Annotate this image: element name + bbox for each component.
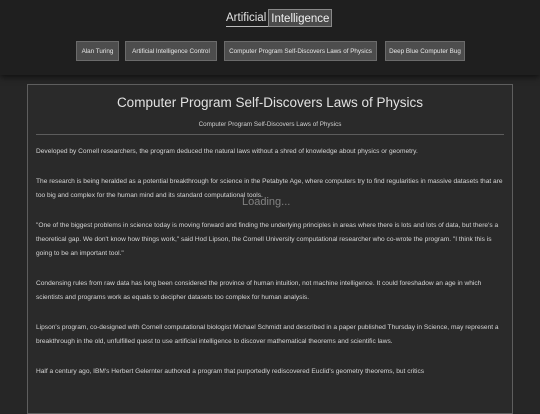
article-subtitle: Computer Program Self-Discovers Laws of Physics (198, 121, 342, 128)
site-logo[interactable] (226, 9, 332, 27)
article-paragraph: Developed by Cornell researchers, the program deduced the natural laws without a shred of knowledge about physics or geometry. (36, 148, 418, 155)
nav-item-self-discovers[interactable]: Computer Program Self-Discovers Laws of Physics (224, 41, 377, 61)
title-divider (36, 134, 504, 135)
article-paragraph: Lipson's program, co-designed with Cornell computational biologist Michael Schmidt and described in a paper published Thursday in Science, may represent a breakthrough in the old, unfulfilled quest to use artificial intelligence to discover mathematical theorems and scientific laws. (36, 324, 499, 345)
article-title: Computer Program Self-Discovers Laws of Physics (116, 95, 424, 110)
logo-text-artificial: Artificial (226, 9, 268, 27)
loading-indicator: Loading... (242, 196, 291, 208)
article-panel (27, 84, 513, 414)
nav-item-ai-control[interactable]: Artificial Intelligence Control (125, 41, 217, 61)
article-body (36, 145, 508, 395)
nav-item-alan-turing[interactable]: Alan Turing (76, 41, 119, 61)
nav-bar (0, 41, 540, 63)
article-paragraph: Half a century ago, IBM's Herbert Gelernter authored a program that purportedly rediscovered Euclid's geometry theorems, but critics (36, 368, 425, 375)
article-paragraph: The research is being heralded as a potential breakthrough for science in the Petabyte Age, where computers try to find regularities in massive datasets that are too big and complex for the human mind and its standard computational tools. (36, 178, 503, 199)
nav-item-deep-blue[interactable]: Deep Blue Computer Bug (385, 41, 465, 61)
article-paragraph: Condensing rules from raw data has long been considered the province of human intuition, not machine intelligence. It could foreshadow an age in which scientists and programs work as equals to decipher datasets too complex for human analysis. (36, 280, 482, 301)
logo-text-intelligence: Intelligence (268, 9, 332, 27)
top-bar (0, 0, 540, 75)
article-paragraph: "One of the biggest problems in science today is moving forward and finding the underlying principles in areas where there is lots and lots of data, but there's a theoretical gap. We don't know how things work," said Hod Lipson, the Cornell University computational researcher who co-wrote the program. "I think this is going to be an important tool." (36, 222, 499, 257)
